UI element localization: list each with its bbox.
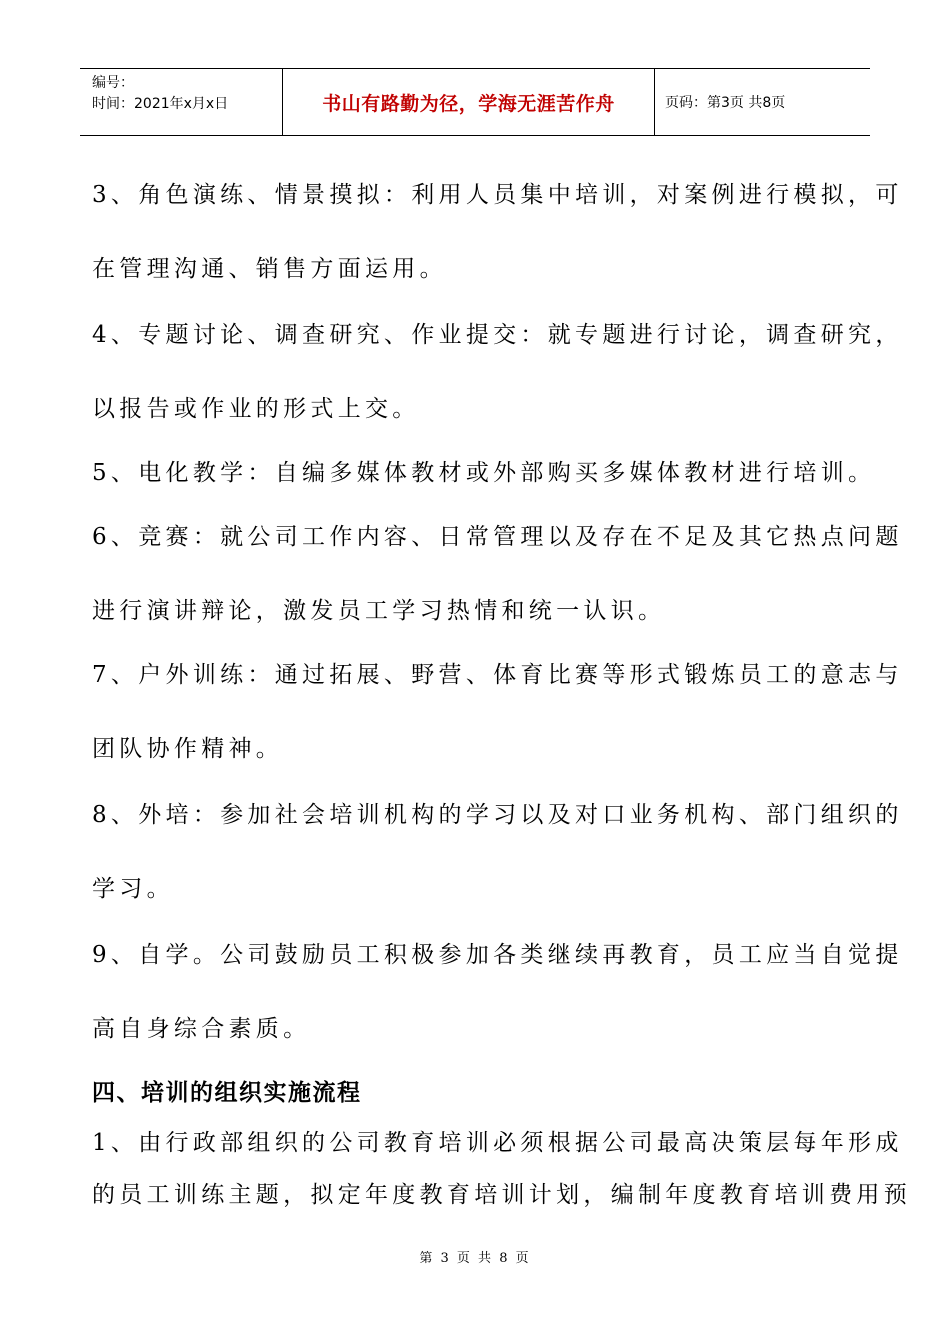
date-label: 时间：2021年x月x日 <box>92 96 229 112</box>
paragraph-line: 以报告或作业的形式上交。 <box>92 396 420 422</box>
header-motto: 书山有路勤为径，学海无涯苦作舟 <box>283 69 655 135</box>
page-header <box>80 68 870 136</box>
paragraph-line: 学习。 <box>92 876 174 902</box>
header-meta-cell <box>80 69 283 135</box>
paragraph-line: 在管理沟通、销售方面运用。 <box>92 256 447 282</box>
paragraph-line: 1、由行政部组织的公司教育培训必须根据公司最高决策层每年形成 <box>92 1130 903 1156</box>
paragraph-line: 进行演讲辩论，激发员工学习热情和统一认识。 <box>92 598 666 624</box>
paragraph-line: 7、户外训练：通过拓展、野营、体育比赛等形式锻炼员工的意志与 <box>92 662 903 688</box>
paragraph-line: 4、专题讨论、调查研究、作业提交：就专题进行讨论，调查研究， <box>92 322 903 348</box>
paragraph-line: 的员工训练主题，拟定年度教育培训计划，编制年度教育培训费用预 <box>92 1182 911 1208</box>
section-heading: 四、培训的组织实施流程 <box>92 1080 362 1106</box>
header-page-info: 页码：第3页 共8页 <box>665 95 786 111</box>
paragraph-line: 6、竞赛：就公司工作内容、日常管理以及存在不足及其它热点问题 <box>92 524 903 550</box>
paragraph-line: 团队协作精神。 <box>92 736 284 762</box>
paragraph-line: 3、角色演练、情景摸拟：利用人员集中培训，对案例进行模拟，可 <box>92 182 903 208</box>
paragraph-line: 9、自学。公司鼓励员工积极参加各类继续再教育，员工应当自觉提 <box>92 942 903 968</box>
serial-label: 编号： <box>92 75 134 91</box>
page-footer: 第 3 页 共 8 页 <box>419 1251 531 1266</box>
paragraph-line: 高自身综合素质。 <box>92 1016 311 1042</box>
paragraph-line: 5、电化教学：自编多媒体教材或外部购买多媒体教材进行培训。 <box>92 460 876 486</box>
paragraph-line: 8、外培：参加社会培训机构的学习以及对口业务机构、部门组织的 <box>92 802 903 828</box>
